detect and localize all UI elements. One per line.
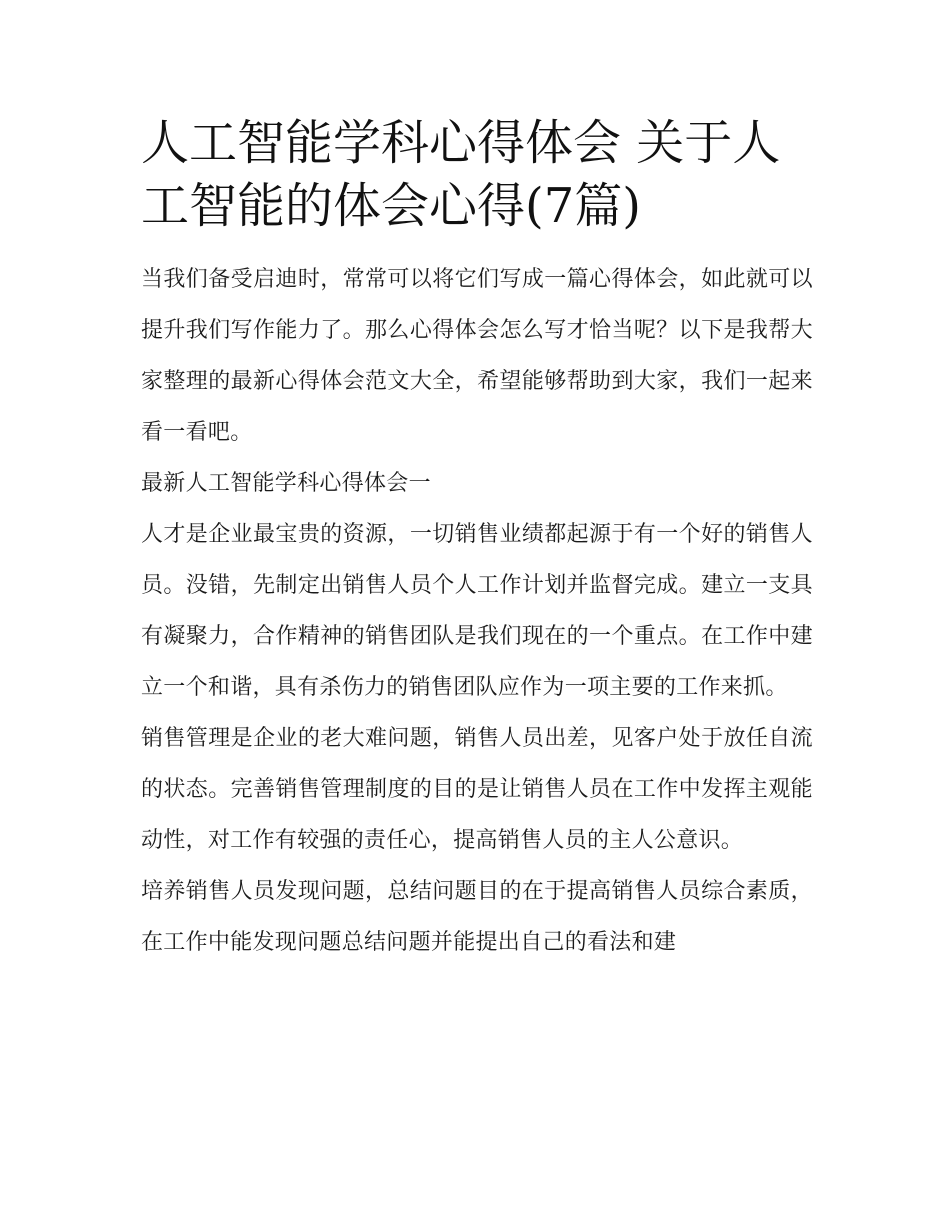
intro-paragraph: 当我们备受启迪时，常常可以将它们写成一篇心得体会，如此就可以提升我们写作能力了。那么心得体会怎么写才恰当呢？以下是我帮大家整理的最新心得体会范文大全，希望能够帮助到大家，我们一起来看一看吧。 (141, 267, 813, 445)
section-heading: 最新人工智能学科心得体会一 (141, 471, 431, 496)
body-paragraph: 人才是企业最宝贵的资源，一切销售业绩都起源于有一个好的销售人员。没错，先制定出销售人员个人工作计划并监督完成。建立一支具有凝聚力，合作精神的销售团队是我们现在的一个重点。在工作中建立一个和谐，具有杀伤力的销售团队应作为一项主要的工作来抓。 (141, 522, 813, 700)
body-paragraph: 销售管理是企业的老大难问题，销售人员出差，见客户处于放任自流的状态。完善销售管理制度的目的是让销售人员在工作中发挥主观能动性，对工作有较强的责任心，提高销售人员的主人公意识。 (141, 726, 813, 853)
document-page (141, 112, 813, 968)
body-paragraph: 培养销售人员发现问题，总结问题目的在于提高销售人员综合素质，在工作中能发现问题总结问题并能提出自己的看法和建 (141, 879, 813, 955)
document-body (141, 254, 813, 968)
document-title: 人工智能学科心得体会 关于人工智能的体会心得(7篇) (141, 115, 781, 234)
